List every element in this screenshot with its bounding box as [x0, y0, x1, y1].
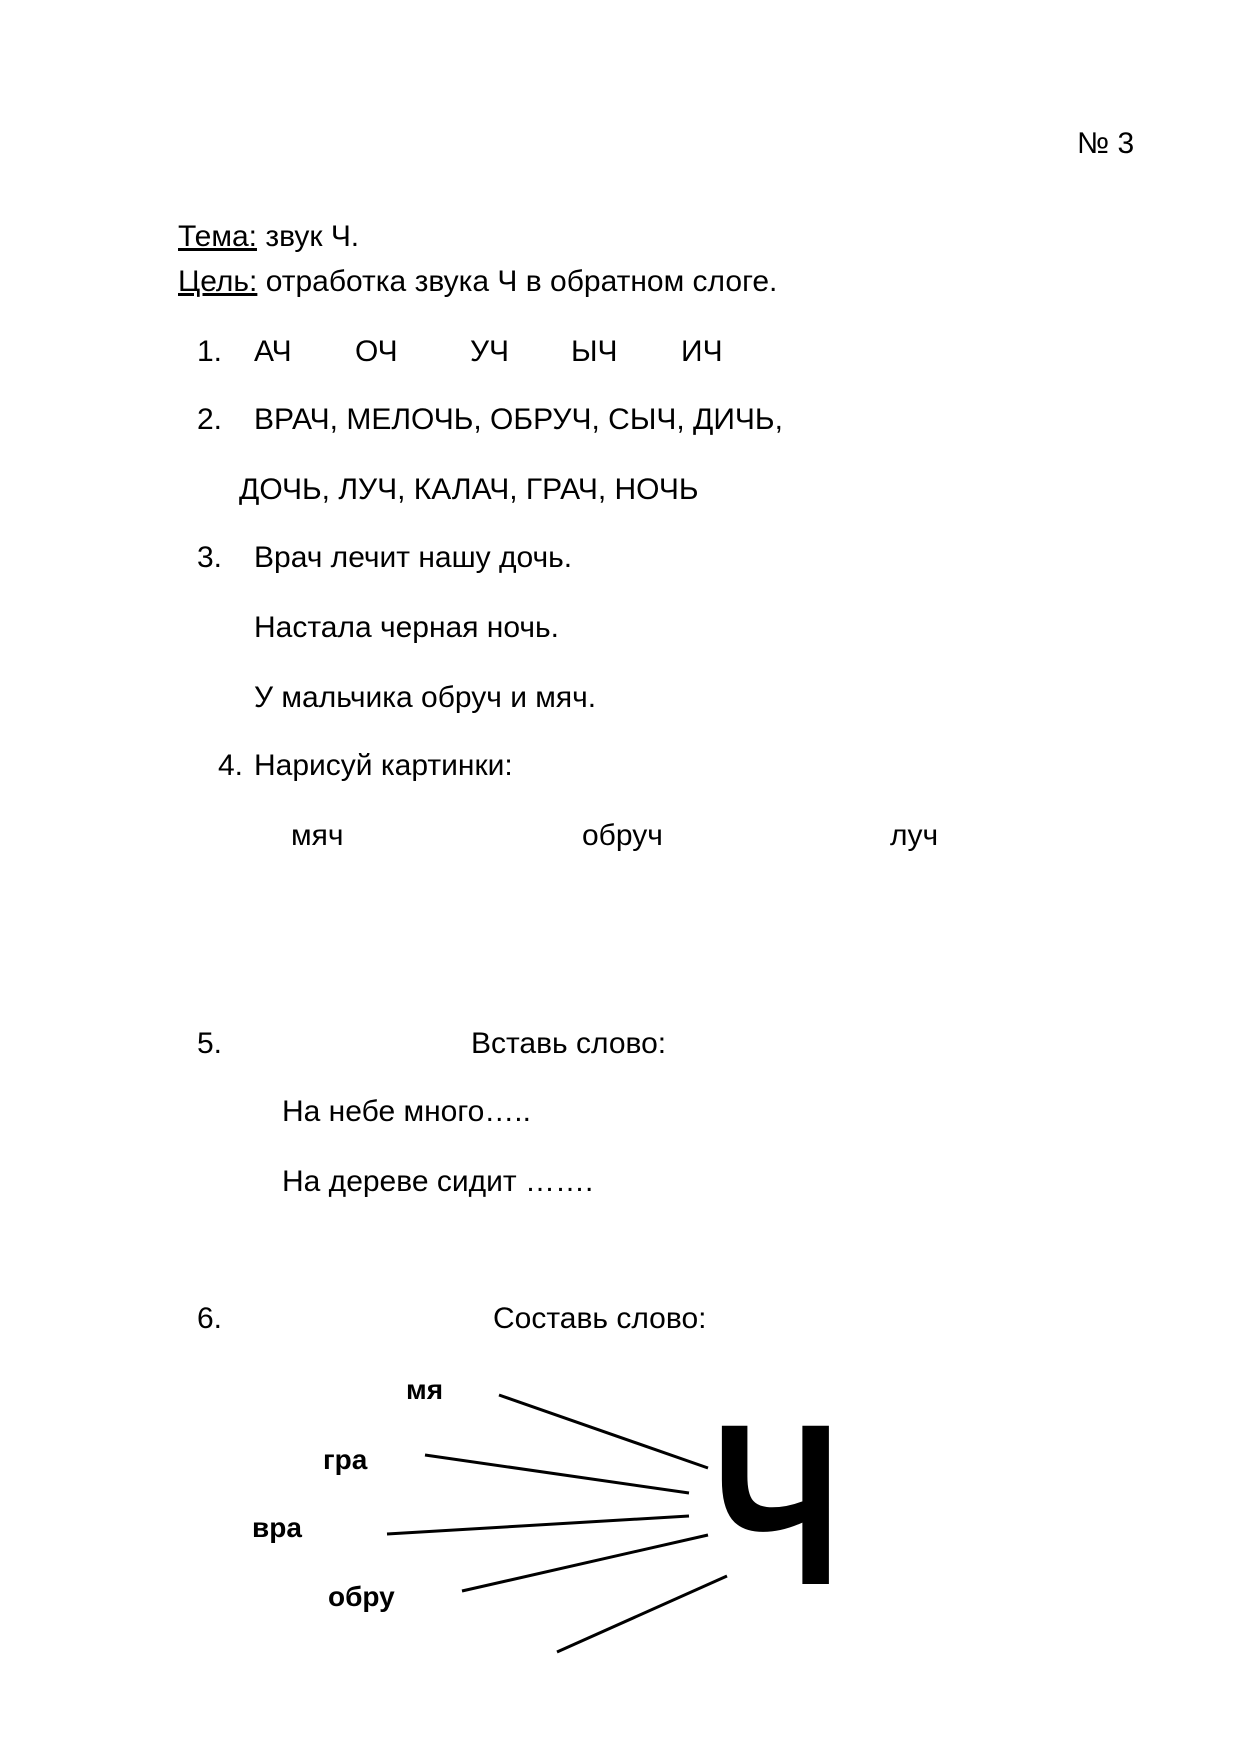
task4-number: 4.: [218, 749, 244, 782]
goal-label: Цель:: [178, 265, 258, 298]
syllable: ИЧ: [681, 335, 723, 368]
syllable: АЧ: [254, 335, 292, 368]
task2-line2: ДОЧЬ, ЛУЧ, КАЛАЧ, ГРАЧ, НОЧЬ: [239, 473, 699, 506]
task6-title: Составь слово:: [493, 1302, 707, 1335]
task2-number: 2.: [197, 403, 223, 436]
connector-line: [425, 1455, 689, 1493]
connector-line: [462, 1535, 708, 1591]
task4-title: Нарисуй картинки:: [254, 749, 513, 782]
big-letter: Ч: [712, 1376, 842, 1633]
word-part: вра: [252, 1512, 302, 1543]
connector-line: [499, 1395, 708, 1468]
fill-sentence: На дереве сидит …….: [282, 1165, 594, 1198]
page-number: № 3: [1077, 127, 1135, 160]
draw-word: обруч: [582, 819, 663, 852]
connector-line: [387, 1516, 689, 1534]
task6-number: 6.: [197, 1302, 223, 1335]
draw-word: луч: [890, 819, 939, 852]
draw-word: мяч: [291, 819, 344, 852]
task5-title: Вставь слово:: [471, 1027, 667, 1060]
sentence: Врач лечит нашу дочь.: [254, 541, 573, 574]
topic-text: звук Ч.: [256, 220, 360, 253]
sentence: Настала черная ночь.: [254, 611, 559, 644]
task3-number: 3.: [197, 541, 223, 574]
sentence: У мальчика обруч и мяч.: [254, 681, 597, 714]
word-part: обру: [328, 1581, 395, 1612]
syllable: ОЧ: [355, 335, 398, 368]
goal-text: отработка звука Ч в обратном слоге.: [257, 265, 778, 298]
task2-line1: ВРАЧ, МЕЛОЧЬ, ОБРУЧ, СЫЧ, ДИЧЬ,: [254, 403, 783, 436]
syllable: ЫЧ: [571, 335, 618, 368]
connector-line: [557, 1576, 727, 1652]
word-part: гра: [323, 1444, 368, 1475]
word-part: мя: [406, 1374, 444, 1405]
syllable: УЧ: [470, 335, 510, 368]
fill-sentence: На небе много…..: [282, 1095, 531, 1128]
topic-label: Тема:: [178, 220, 257, 253]
task5-number: 5.: [197, 1027, 223, 1060]
task1-number: 1.: [197, 335, 223, 368]
